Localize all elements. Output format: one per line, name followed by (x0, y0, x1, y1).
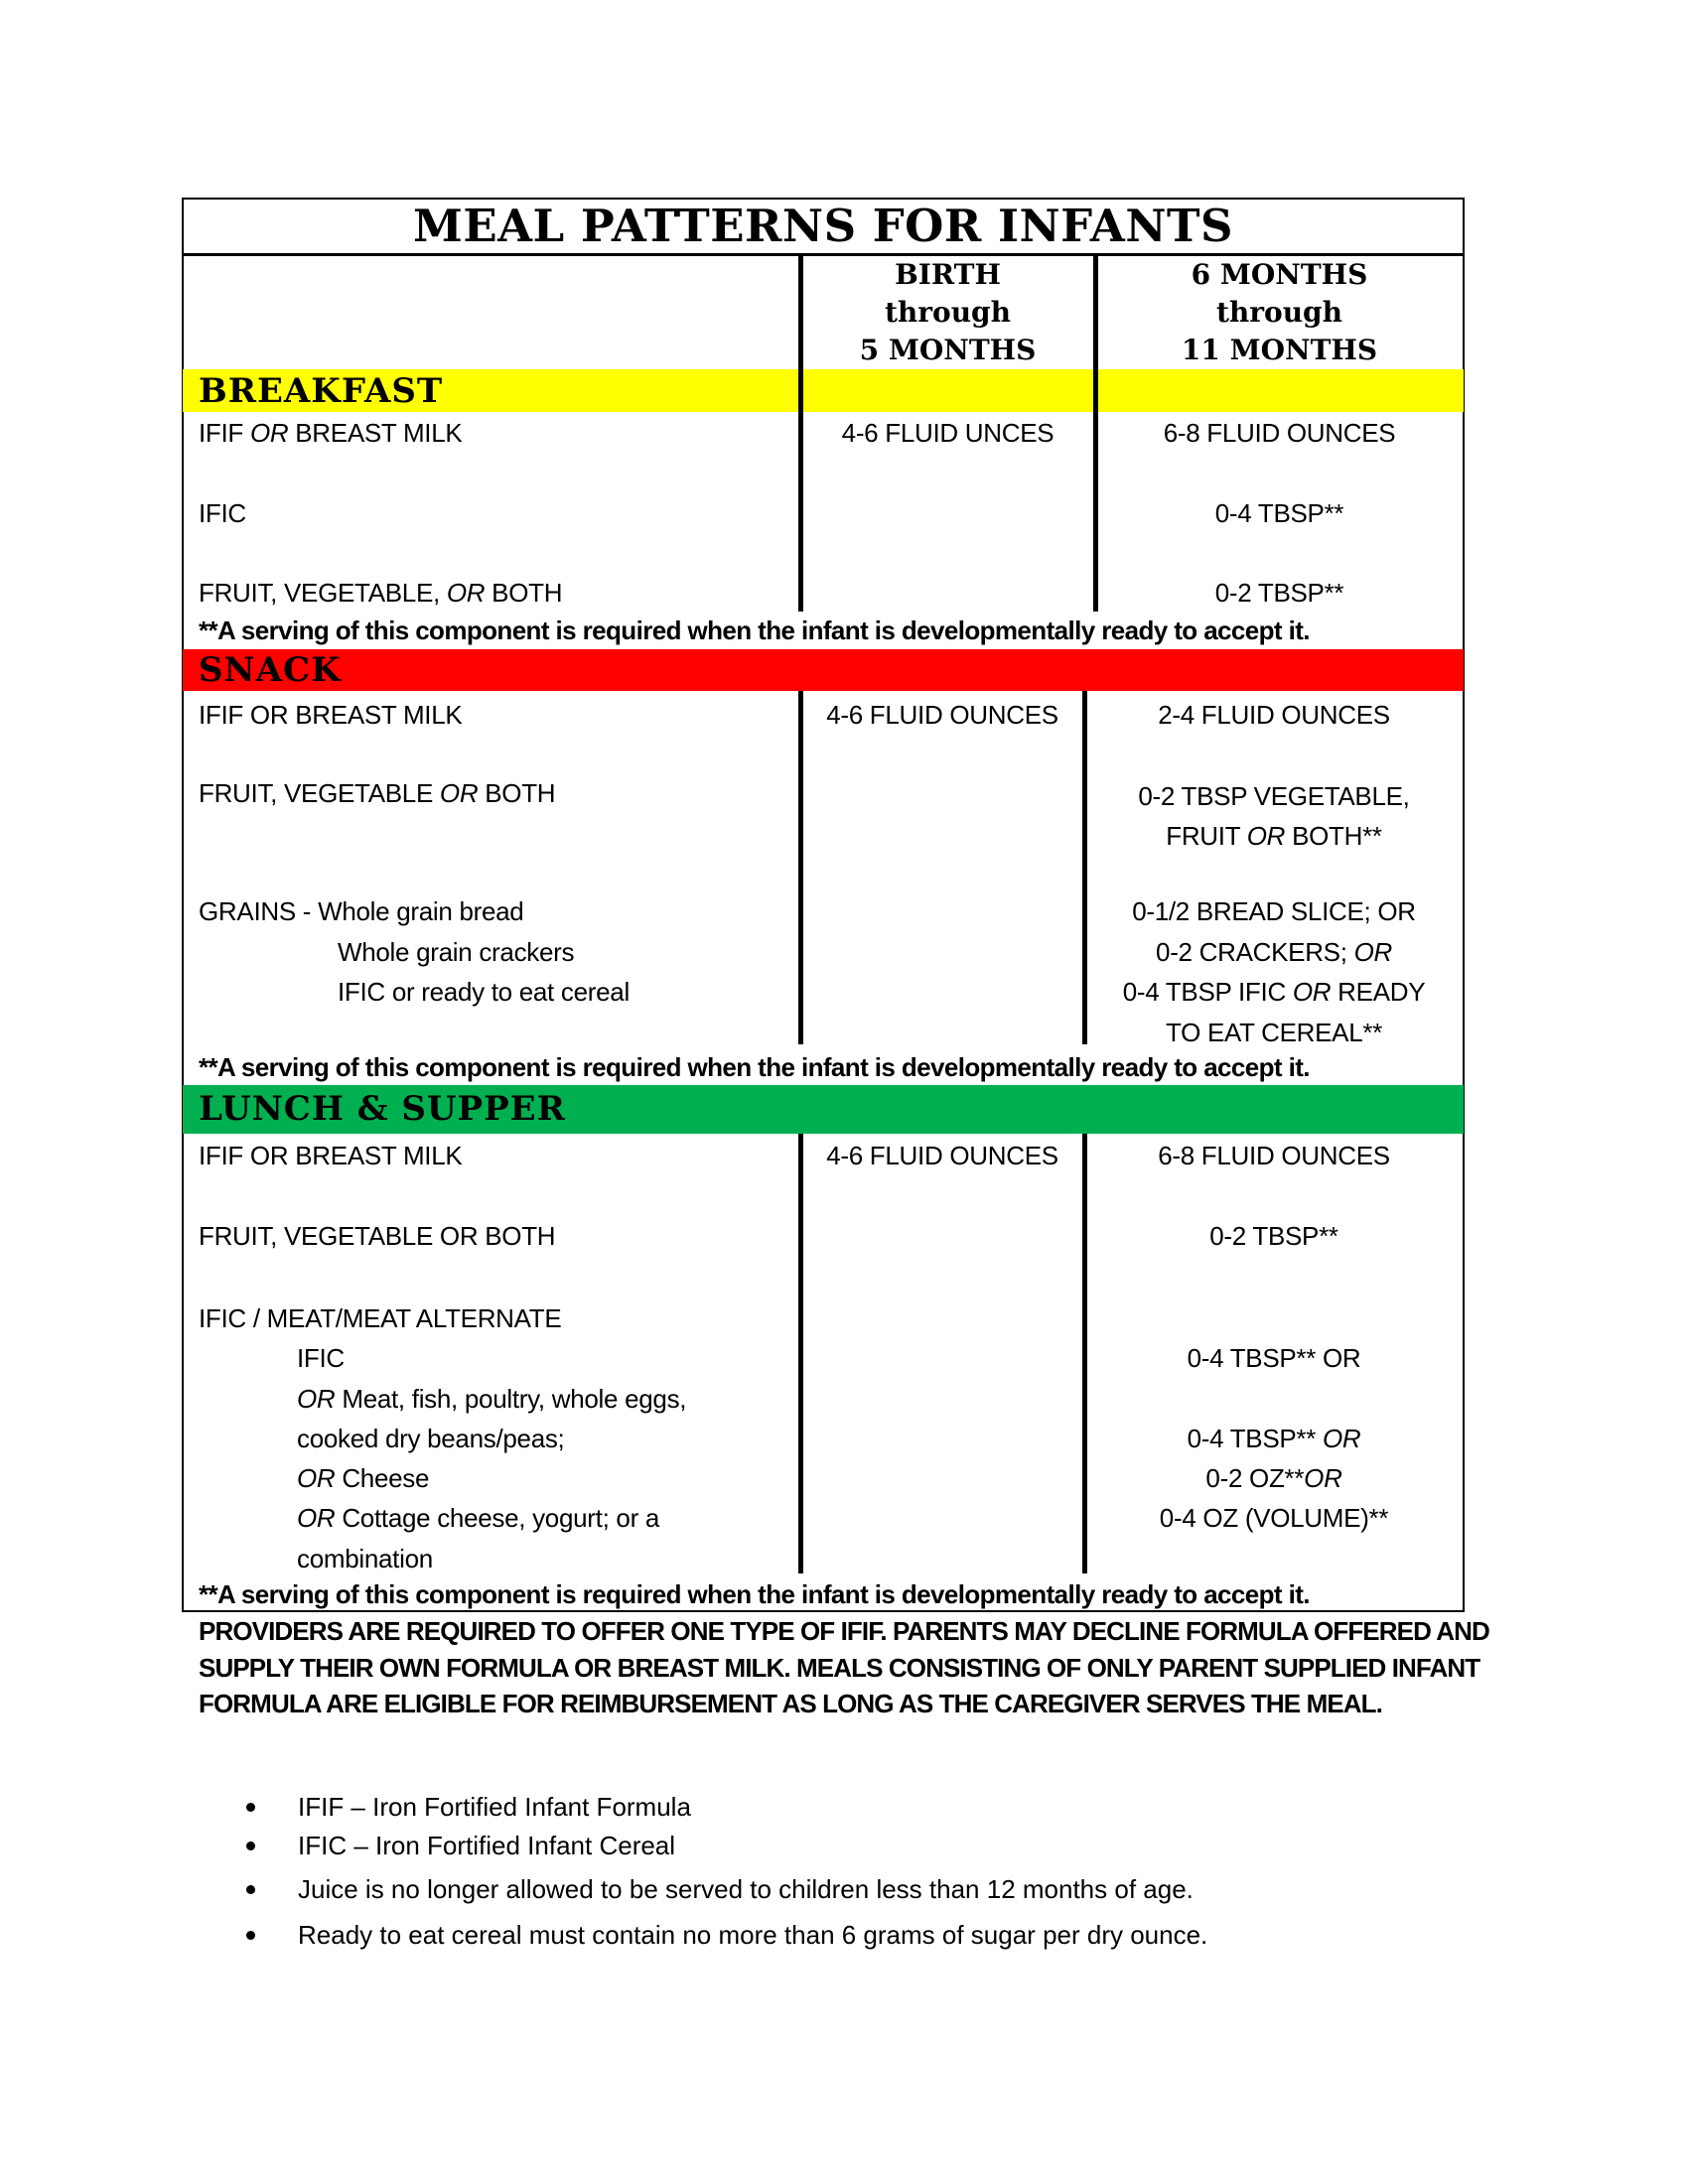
lunch-supper-band (183, 1085, 1464, 1134)
snack-item-fruit-veg (199, 776, 555, 810)
snack-fruit-veg-older (1084, 776, 1464, 856)
snack-band (183, 649, 1464, 691)
breakfast-fruit-veg-older: 0-2 TBSP** (1214, 578, 1344, 608)
snack-ifif-birth: 4-6 FLUID OUNCES (826, 700, 1058, 730)
lunch-ifif-birth: 4-6 FLUID OUNCES (826, 1141, 1058, 1170)
text: 0-4 TBSP IFIC (1122, 977, 1293, 1007)
text: BOTH** (1285, 821, 1382, 851)
text: 0-1/2 BREAD SLICE; OR (1132, 896, 1416, 926)
text: BOTH (478, 778, 556, 808)
text: BOTH (485, 578, 563, 608)
text-line (199, 1458, 686, 1498)
text-line (1084, 1458, 1464, 1498)
text: IFIC / MEAT/MEAT ALTERNATE (199, 1303, 562, 1333)
text: READY (1331, 977, 1426, 1007)
lunch-fruit-veg-older: 0-2 TBSP** (1209, 1221, 1338, 1251)
text: IFIF (199, 418, 250, 448)
column-divider (798, 1134, 803, 1573)
header-birth-5-months (800, 256, 1095, 369)
header-line: through (884, 296, 1011, 329)
snack-item-ifif: IFIF OR BREAST MILK (199, 700, 463, 730)
lunch-supper-label: LUNCH & SUPPER (199, 1089, 566, 1129)
header-line: 11 MONTHS (1181, 334, 1378, 366)
bullet-icon (246, 1885, 255, 1894)
providers-note: PROVIDERS ARE REQUIRED TO OFFER ONE TYPE OF IFIF. PARENTS MAY DECLINE FORMULA OFFERED AND SUPPLY THEIR OWN FORMULA OR BREAST MILK. MEALS CONSISTING OF ONLY PARENT SUPPLIED INFANT FORMULA ARE ELIGIBLE FOR REIMBURSEMENT AS LONG AS THE CAREGIVER SERVES THE MEAL. (199, 1616, 1489, 1718)
lunch-ifif-older: 6-8 FLUID OUNCES (1158, 1141, 1390, 1170)
column-divider (798, 691, 803, 1044)
breakfast-footnote: **A serving of this component is required when the infant is developmentally ready to accept it. (199, 615, 1310, 645)
text: Whole grain crackers (338, 936, 575, 967)
snack-item-grains (199, 891, 630, 1013)
text: FRUIT (1166, 821, 1247, 851)
text: BREAST MILK (288, 418, 463, 448)
breakfast-label: BREAKFAST (199, 371, 444, 411)
snack-ifif-older: 2-4 FLUID OUNCES (1158, 700, 1390, 730)
text-italic: OR (1304, 1462, 1342, 1493)
bullet-text: IFIC – Iron Fortified Infant Cereal (298, 1831, 676, 1860)
bullet-icon (246, 1842, 255, 1850)
text-line (1084, 932, 1464, 973)
breakfast-item-ific: IFIC (199, 498, 246, 528)
text: Cheese (335, 1463, 430, 1494)
header-line: through (1215, 296, 1342, 329)
text-italic: OR (446, 578, 486, 608)
text-line (1084, 816, 1464, 856)
breakfast-item-ifif (199, 416, 462, 450)
text-line (1084, 1419, 1464, 1458)
text-italic: OR (1292, 977, 1332, 1007)
header-6-11-months (1095, 256, 1464, 369)
text: 0-4 TBSP** (1187, 1423, 1323, 1453)
text-italic: OR (297, 1503, 336, 1534)
header-line: 5 MONTHS (859, 334, 1037, 366)
snack-footnote: **A serving of this component is required when the infant is developmentally ready to accept it. (199, 1052, 1310, 1082)
text-italic: OR (297, 1463, 336, 1494)
snack-label: SNACK (199, 650, 342, 690)
bullet-text: IFIF – Iron Fortified Infant Formula (298, 1792, 691, 1822)
text: 0-4 OZ (VOLUME)** (1159, 1503, 1389, 1534)
bullet-text: Juice is no longer allowed to be served to children less than 12 months of age. (298, 1874, 1194, 1904)
text: Cottage cheese, yogurt; or a (335, 1503, 660, 1534)
breakfast-band (183, 369, 1464, 412)
text: 0-2 CRACKERS; (1156, 936, 1354, 967)
bullet-icon (246, 1931, 255, 1940)
snack-grains-older (1084, 891, 1464, 1052)
text-line (1084, 972, 1464, 1013)
bullet-icon (246, 1803, 255, 1812)
text-line (199, 1498, 686, 1538)
text-italic: OR (439, 778, 479, 808)
breakfast-ifif-birth: 4-6 FLUID UNCES (841, 418, 1055, 448)
text: TO EAT CEREAL** (1165, 1017, 1383, 1047)
text: 0-4 TBSP** OR (1187, 1343, 1361, 1373)
text: IFIC (297, 1343, 345, 1374)
breakfast-item-fruit-veg (199, 576, 562, 610)
spacer (1084, 1378, 1464, 1418)
text: combination (297, 1543, 433, 1573)
header-line: BIRTH (895, 258, 1001, 291)
bullet-text: Ready to eat cereal must contain no more than 6 grams of sugar per dry ounce. (298, 1920, 1208, 1950)
text: FRUIT, VEGETABLE, (199, 578, 447, 608)
text: 0-2 OZ** (1205, 1462, 1305, 1493)
header-line: 6 MONTHS (1191, 258, 1368, 291)
text-italic: OR (297, 1383, 336, 1414)
text-italic: OR (1246, 821, 1286, 851)
breakfast-ific-older: 0-4 TBSP** (1214, 498, 1344, 528)
text-italic: OR (249, 418, 289, 448)
lunch-item-ific-meat (199, 1298, 686, 1578)
text: 0-2 TBSP VEGETABLE, (1138, 781, 1410, 811)
text: IFIC or ready to eat cereal (338, 977, 630, 1007)
text: cooked dry beans/peas; (297, 1423, 565, 1453)
text-line (199, 1379, 686, 1419)
lunch-ific-meat-older (1084, 1338, 1464, 1538)
text: Meat, fish, poultry, whole eggs, (335, 1383, 687, 1414)
breakfast-ifif-older: 6-8 FLUID OUNCES (1163, 418, 1396, 448)
lunch-item-fruit-veg: FRUIT, VEGETABLE OR BOTH (199, 1221, 556, 1251)
text: FRUIT, VEGETABLE (199, 778, 440, 808)
text: GRAINS - Whole grain bread (199, 896, 524, 926)
text-italic: OR (1323, 1423, 1361, 1453)
table-title: MEAL PATTERNS FOR INFANTS (413, 200, 1233, 252)
text-italic: OR (1353, 936, 1392, 967)
lunch-footnote: **A serving of this component is required when the infant is developmentally ready to accept it. (199, 1579, 1310, 1609)
lunch-item-ifif: IFIF OR BREAST MILK (199, 1141, 463, 1170)
